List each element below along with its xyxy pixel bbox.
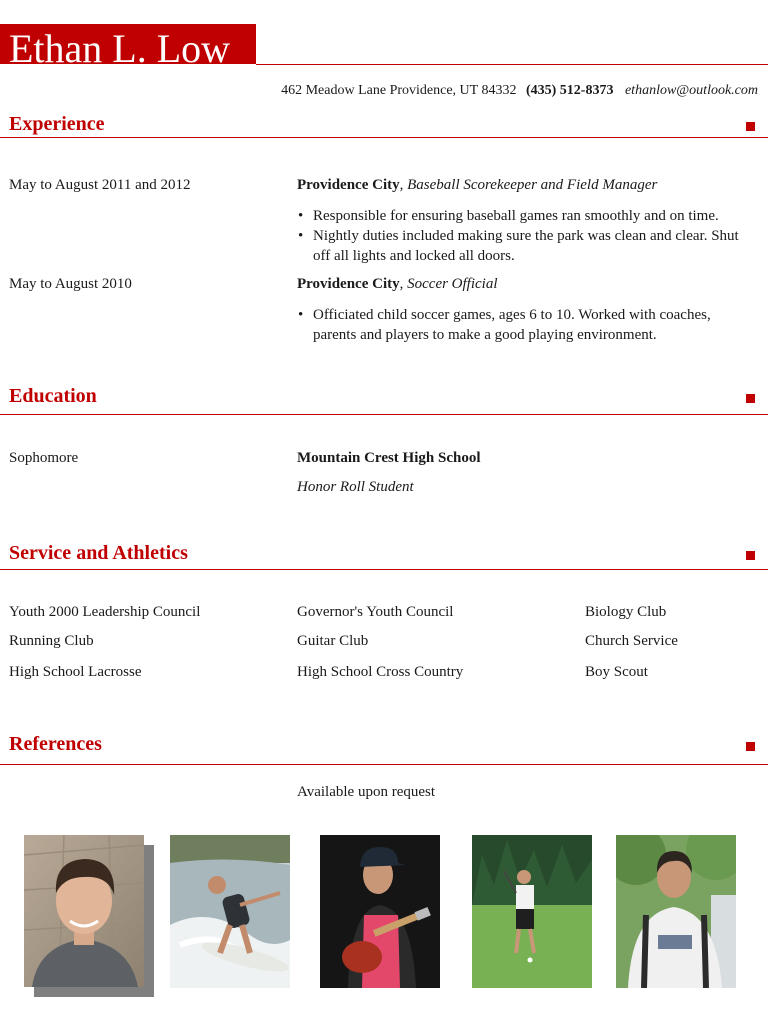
activity-item: Church Service — [585, 633, 678, 649]
section-marker — [746, 394, 755, 403]
section-title-education: Education — [9, 385, 97, 407]
address: 462 Meadow Lane Providence, UT 84332 — [281, 83, 517, 98]
person-name: Ethan L. Low — [9, 26, 231, 71]
job-role: Soccer Official — [407, 276, 498, 292]
job-dates: May to August 2010 — [9, 276, 132, 292]
photo-guitar — [320, 835, 440, 988]
activity-item: Youth 2000 Leadership Council — [9, 604, 201, 620]
section-title-service: Service and Athletics — [9, 542, 188, 564]
section-rule — [0, 414, 768, 415]
photo-outdoor-portrait — [616, 835, 736, 988]
header-rule — [256, 64, 768, 65]
activity-item: High School Cross Country — [297, 664, 464, 680]
job-heading: Providence City, Soccer Official — [297, 276, 498, 292]
school-name: Mountain Crest High School — [297, 450, 481, 466]
activity-item: High School Lacrosse — [9, 664, 142, 680]
photo-wakeboarding — [170, 835, 290, 988]
job-dates: May to August 2011 and 2012 — [9, 177, 191, 193]
section-rule — [0, 569, 768, 570]
section-title-references: References — [9, 733, 102, 755]
section-marker — [746, 551, 755, 560]
section-marker — [746, 122, 755, 131]
section-rule — [0, 137, 768, 138]
activity-item: Governor's Youth Council — [297, 604, 454, 620]
contact-line — [281, 83, 758, 99]
email[interactable]: ethanlow@outlook.com — [624, 83, 758, 98]
job-heading: Providence City, Baseball Scorekeeper and Field Manager — [297, 177, 658, 193]
activity-item: Biology Club — [585, 604, 667, 620]
activity-item: Boy Scout — [585, 664, 648, 680]
section-marker — [746, 742, 755, 751]
job-role: Baseball Scorekeeper and Field Manager — [407, 177, 658, 193]
activity-item: Running Club — [9, 633, 94, 649]
section-title-experience: Experience — [9, 113, 105, 135]
employer: Providence City — [297, 276, 400, 292]
activity-item: Guitar Club — [297, 633, 369, 649]
job-bullet: • Officiated child soccer games, ages 6 to 10. Worked with coaches, parents and players to make a good playing environment. — [297, 305, 757, 345]
references-text: Available upon request — [297, 784, 436, 800]
job-bullet: • Nightly duties included making sure the park was clean and clear. Shut off all lights and locked all doors. — [297, 226, 757, 266]
employer: Providence City — [297, 177, 400, 193]
job-bullet: • Responsible for ensuring baseball games ran smoothly and on time. — [297, 206, 757, 226]
honor: Honor Roll Student — [297, 479, 414, 495]
phone: (435) 512-8373 — [525, 83, 614, 98]
photo-golf — [472, 835, 592, 988]
photo-portrait — [24, 835, 144, 987]
education-level: Sophomore — [9, 450, 79, 466]
section-rule — [0, 764, 768, 765]
